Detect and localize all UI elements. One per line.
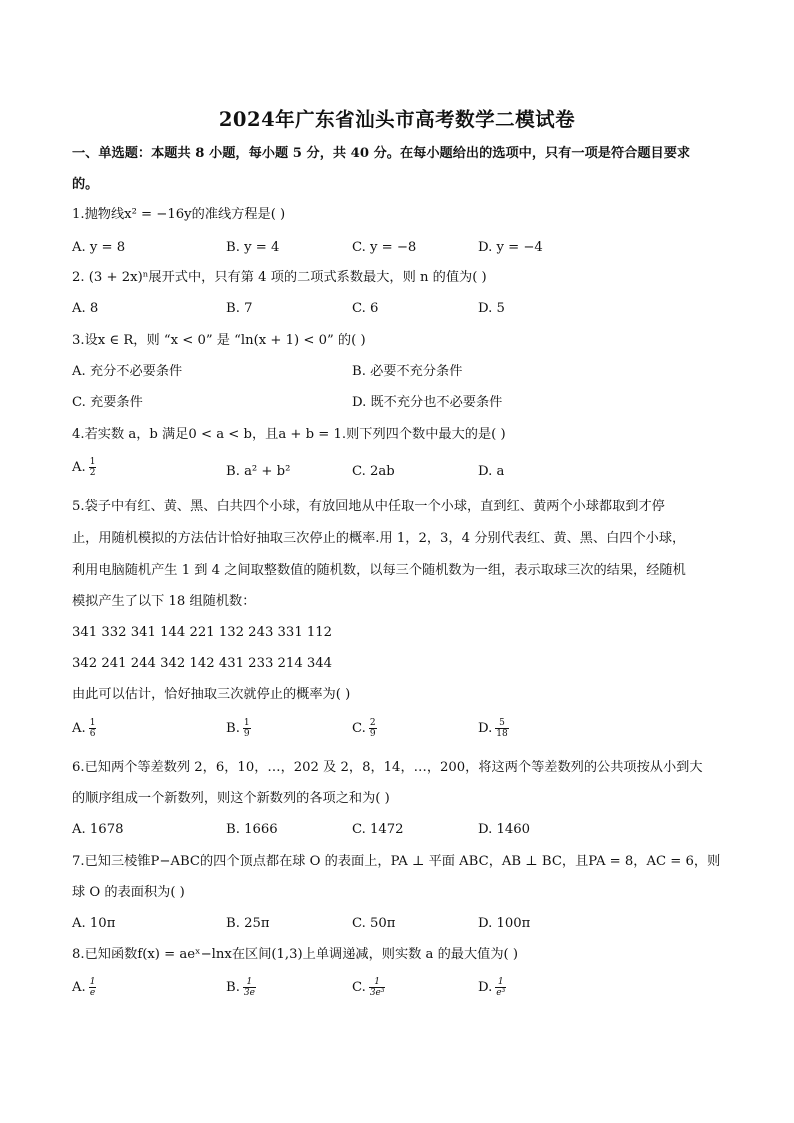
question-5-stem-line-3: 利用电脑随机产生 1 到 4 之间取整数值的随机数，以每三个随机数为一组，表示取球三次的结果，经随机 [72,563,686,578]
denominator: 6 [89,729,96,739]
fraction [495,718,508,739]
question-7-option-d: D. 100π [478,916,531,931]
numerator: 1 [243,977,256,988]
random-numbers-row-2: 342 241 244 342 142 431 233 214 344 [72,656,333,671]
question-5-option-c [352,718,377,739]
denominator: 3e³ [369,988,385,998]
question-8-stem: 8.已知函数f(x) = aeˣ−lnx在区间(1,3)上单调递减，则实数 a 的最大值为( ) [72,947,519,962]
question-3-stem: 3.设x ∈ R，则 “x < 0” 是 “ln(x + 1) < 0” 的( ) [72,333,366,348]
question-3-option-c: C. 充要条件 [72,395,143,410]
numerator: 1 [495,977,506,988]
option-label: C. [352,721,366,736]
section-heading [72,138,722,200]
question-1-option-d: D. y = −4 [478,240,543,255]
question-3-option-a: A. 充分不必要条件 [72,364,183,379]
denominator: e³ [496,988,506,998]
option-label: B. [226,721,240,736]
option-label: A. [72,460,86,475]
denominator: 9 [369,729,376,739]
question-7-stem-line-1: 7.已知三棱锥P−ABC的四个顶点都在球 O 的表面上，PA ⊥ 平面 ABC，AB ⊥ BC，且PA = 8，AC = 6，则 [72,854,721,869]
question-6-option-a: A. 1678 [72,822,124,837]
question-2-option-b: B. 7 [226,301,253,316]
fraction [89,718,97,739]
option-label: B. [226,980,240,995]
numerator: 1 [89,457,96,467]
question-6-option-b: B. 1666 [226,822,278,837]
numerator: 1 [369,977,386,988]
option-label: D. [478,721,493,736]
fraction [369,718,377,739]
question-5-stem-line-1: 5.袋子中有红、黄、黑、白共四个小球，有放回地从中任取一个小球，直到红、黄两个小球都取到才停 [72,499,665,514]
question-7-option-c: C. 50π [352,916,396,931]
question-5-stem-line-4: 模拟产生了以下 18 组随机数： [72,594,256,609]
question-5-option-a [72,718,96,739]
numerator: 2 [369,718,376,728]
question-4-option-b: B. a² + b² [226,464,291,479]
denominator: 3e [243,988,255,998]
question-5-option-b [226,718,251,739]
question-6-option-c: C. 1472 [352,822,404,837]
denominator: 2 [89,468,96,478]
denominator: 18 [496,729,508,739]
fraction [495,977,506,998]
question-1-option-b: B. y = 4 [226,240,280,255]
question-4-option-c: C. 2ab [352,464,395,479]
numerator: 1 [89,977,96,987]
question-4-option-a [72,457,96,478]
question-2-stem: 2. (3 + 2x)ⁿ展开式中，只有第 4 项的二项式系数最大，则 n 的值为( ) [72,270,487,285]
option-label: A. [72,721,86,736]
question-1-stem: 1.抛物线x² = −16y的准线方程是( ) [72,207,286,222]
random-numbers-row-1: 341 332 341 144 221 132 243 331 112 [72,625,333,640]
question-2-option-a: A. 8 [72,301,99,316]
fraction [369,977,386,998]
question-5-stem-line-7: 由此可以估计，恰好抽取三次就停止的概率为( ) [72,687,351,702]
numerator: 1 [89,718,96,728]
exam-title: 2024年广东省汕头市高考数学二模试卷 [218,108,576,131]
option-label: C. [352,980,366,995]
question-8-option-c [352,977,385,998]
question-3-option-d: D. 既不充分也不必要条件 [352,395,503,410]
question-6-stem-line-2: 的顺序组成一个新数列，则这个新数列的各项之和为( ) [72,791,390,806]
question-7-option-a: A. 10π [72,916,116,931]
fraction [89,977,97,998]
question-8-option-d [478,977,506,998]
question-8-option-b [226,977,256,998]
question-3-option-b: B. 必要不充分条件 [352,364,463,379]
option-label: A. [72,980,86,995]
question-1-option-c: C. y = −8 [352,240,417,255]
numerator: 1 [243,718,250,728]
section-heading-line-2: 的。 [72,177,99,192]
question-1-option-a: A. y = 8 [72,240,126,255]
question-5-option-d [478,718,509,739]
section-heading-line-1: 一、单选题：本题共 8 小题，每小题 5 分，共 40 分。在每小题给出的选项中，只有一项是符合题目要求 [72,146,691,161]
numerator: 5 [495,718,508,729]
question-2-option-c: C. 6 [352,301,379,316]
question-4-stem: 4.若实数 a，b 满足0 < a < b，且a + b = 1.则下列四个数中最大的是( ) [72,427,506,442]
denominator: e [89,988,96,998]
option-label: D. [478,980,493,995]
question-7-stem-line-2: 球 O 的表面积为( ) [72,885,185,900]
question-5-stem-line-2: 止，用随机模拟的方法估计恰好抽取三次停止的概率.用 1，2，3，4 分别代表红、黄、黑、白四个小球， [72,531,686,546]
question-7-option-b: B. 25π [226,916,270,931]
fraction [243,977,256,998]
question-6-stem-line-1: 6.已知两个等差数列 2，6，10，…，202 及 2，8，14，…，200，将这两个等差数列的公共项按从小到大 [72,760,703,775]
fraction [89,457,97,478]
fraction [243,718,251,739]
question-4-option-d: D. a [478,464,505,479]
question-2-option-d: D. 5 [478,301,505,316]
denominator: 9 [243,729,250,739]
question-8-option-a [72,977,96,998]
question-6-option-d: D. 1460 [478,822,531,837]
